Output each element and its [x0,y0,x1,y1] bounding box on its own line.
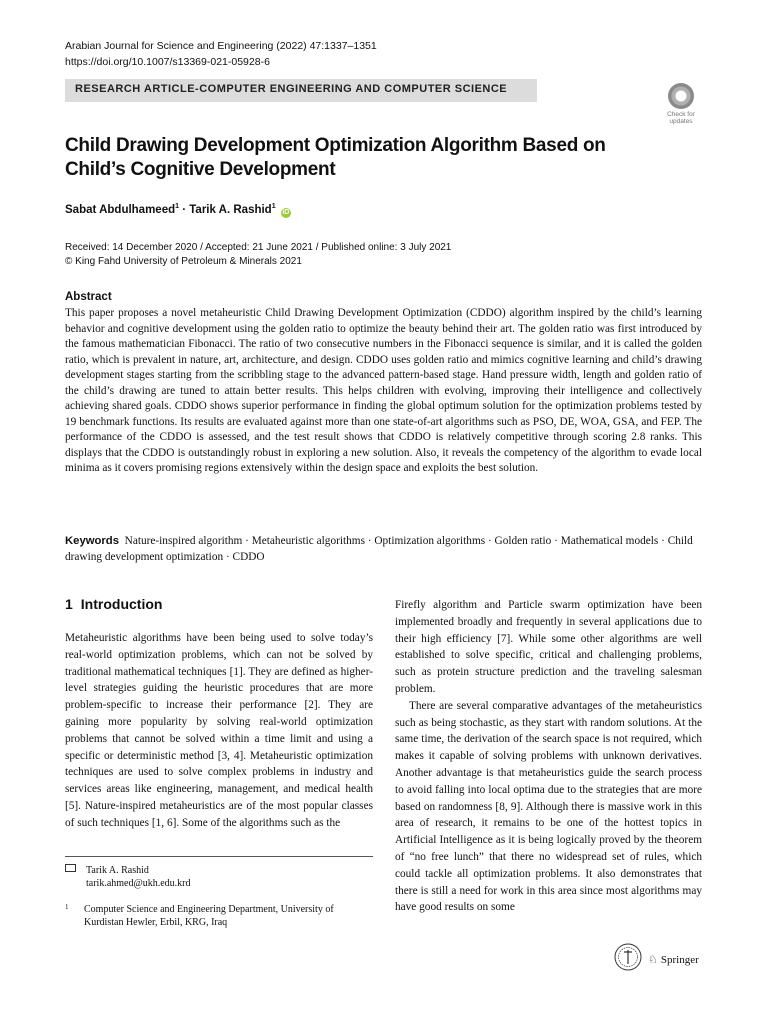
journal-citation: Arabian Journal for Science and Engineering (2022) 47:1337–1351 [65,40,377,52]
section-number: 1 [65,596,73,612]
keywords-text: Nature-inspired algorithm · Metaheuristic algorithms · Optimization algorithms · Golden ratio · Mathematical models · Child drawing development optimization · CDDO [65,535,693,563]
orcid-icon[interactable]: iD [282,208,290,216]
check-updates-line1: Check for [667,111,695,118]
affiliation-text: Computer Science and Engineering Department, University of Kurdistan Hewler, Erbil, KRG, Iraq [84,904,334,928]
article-type-banner: RESEARCH ARTICLE-COMPUTER ENGINEERING AND COMPUTER SCIENCE [65,79,537,102]
body-paragraph: Firefly algorithm and Particle swarm optimization have been implemented broadly and frequently in several applications due to their high efficiency [7]. While some other algorithms are well established to solve specific, critical and challenging problems, such as protein structure prediction and the traveling salesman problem. [395,599,702,695]
body-paragraph: There are several comparative advantages of the metaheuristics such as being stochastic, as they start with random solutions. At the same time, the derivation of the search space is not required, which makes it capable of solving problems with unknown derivatives. Another advantage is that metaheuristics guide the search process to avoid falling into local optima due to the strategies that are more based on randomness [8, 9]. Although there is massive work in this area of research, it remains to be one of the hottest topics in Artificial Intelligence as it is being logically proved by the theorem of “no free lunch” that there no widespread set of rules, which could tackle all optimization problems. It also demonstrates that there is still a need for work in this area since most algorithms may have good results on some [395,699,702,914]
paper-title: Child Drawing Development Optimization Algorithm Based on Child’s Cognitive Development [65,135,606,180]
body-column-right [395,597,702,916]
author-separator: · [179,203,190,216]
affiliation-number: 1 [65,903,69,911]
abstract-text: This paper proposes a novel metaheuristic Child Drawing Development Optimization (CDDO) algorithm inspired by the child’s learning behavior and cognitive development using the golden ratio to optimize the beauty behind their art. The golden ratio was first introduced by the famous mathematician Fibonacci. The ratio of two consecutive numbers in the Fibonacci sequence is similar, and it is called the golden ratio, which is prevalent in nature, art, architecture, and design. CDDO uses golden ratio and mimics cognitive learning and child’s drawing development stages starting from the scribbling stage to the advanced pattern-based stage. Hand pressure width, length and golden ratio of the child’s drawing are tuned to attain better results. This helps children with evolving, improving their intelligence and collectively achieving shared goals. CDDO shows superior performance in finding the global optimum solution for the optimization problems tested by 19 benchmark functions. Its results are evaluated against more than one state-of-art algorithms such as PSO, DE, WOA, GSA, and FEP. The performance of the CDDO is assessed, and the test result shows that CDDO is relatively competitive through scoring 2.8 ranks. This displays that the CDDO is outstandingly robust in exploring a new solution. Also, it reveals the competency of the algorithm to evade local minima as it covers promising regions extensively within the design space and exploits the best solution. [65,307,702,474]
body-paragraph: Metaheuristic algorithms have been being used to solve today’s real-world optimization problems, which can not be solved by traditional mathematical techniques [1]. They are defined as higher-level strategies guiding the heuristic procedures that are more problem-specific to increase their performance [2]. They are gaining more popularity by solving real-world optimization problems that cannot be solved within a time limit and using a specific or deterministic method [3, 4]. Metaheuristic optimization techniques are used to solve complex problems in industry and services areas like engineering, management, and medical health [5]. Nature-inspired metaheuristics are of the most popular classes of such techniques [1, 6]. Some of the algorithms such as the [65,632,373,829]
author-affiliation-mark: 1 [271,203,276,210]
check-updates-icon [668,83,694,109]
author-list [65,203,291,218]
section-title: Introduction [80,596,163,612]
check-updates-label [660,111,702,125]
author-name[interactable]: Sabat Abdulhameed [65,203,176,216]
corresponding-author-name: Tarik A. Rashid [86,865,149,876]
envelope-icon [65,864,76,872]
abstract-heading: Abstract [65,291,112,303]
check-for-updates-badge[interactable] [660,83,702,125]
publication-dates [65,241,451,269]
publisher-name: Springer [660,954,699,966]
keywords [65,533,702,565]
copyright-line: © King Fahd University of Petroleum & Minerals 2021 [65,256,302,267]
history-dates: Received: 14 December 2020 / Accepted: 21 June 2021 / Published online: 3 July 2021 [65,242,452,253]
author-name[interactable]: Tarik A. Rashid [189,203,272,216]
section-heading [65,596,162,612]
doi-link[interactable]: https://doi.org/10.1007/s13369-021-05928-6 [65,56,270,68]
author-affiliation-mark: 1 [175,203,180,210]
keywords-label: Keywords [65,535,119,547]
body-column-left [65,630,373,832]
corresponding-author-note [65,864,190,890]
springer-horse-icon: ♘ [648,954,658,966]
publisher-seal-icon [612,942,644,972]
footnote-divider [65,856,373,857]
affiliation-note [65,903,365,929]
publisher-logo [648,953,699,966]
author-email[interactable]: tarik.ahmed@ukh.edu.krd [86,878,191,889]
check-updates-line2: updates [669,118,693,125]
